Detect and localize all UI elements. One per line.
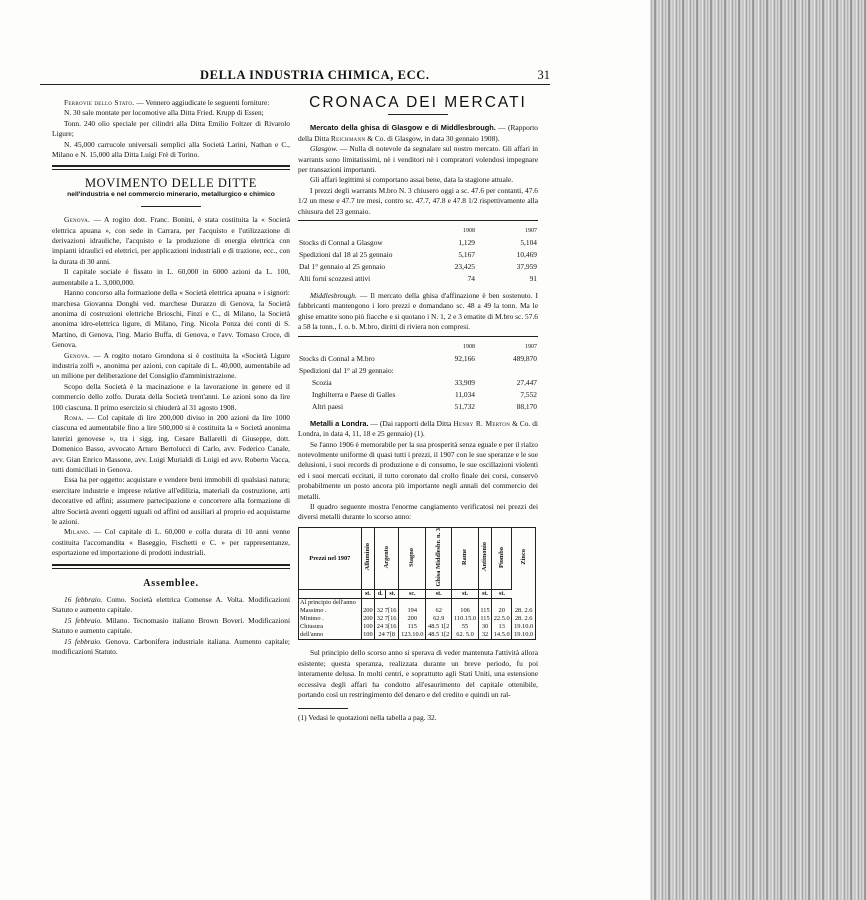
glasgow-text: — Nulla di notevole da segnalare sul nostro mercato. Gli affari in warrants sono limitatissimi, nè i venditori nè i compratori volendosi impegnare per transazioni importanti. bbox=[298, 144, 538, 175]
value-1907: 5,104 bbox=[520, 238, 537, 248]
value-1907: 489,870 bbox=[512, 353, 537, 363]
glasgow-paragraph: I prezzi degli warrants M.bro N. 3 chiusero oggi a sc. 47.6 per contanti, 47.6 1/2 un mese e 47.7 tre mesi, contro sc. 47.7, 47.8 e 47.8 1/2 rispettivamente alla chiusura del 23 gennaio. bbox=[298, 185, 538, 216]
table-row bbox=[298, 249, 538, 261]
title-rule bbox=[388, 114, 448, 115]
metal-header bbox=[452, 527, 479, 590]
unit-cell: st. bbox=[478, 590, 491, 599]
price-cell: 62.9 bbox=[426, 615, 452, 623]
genova-paragraph: Hanno concorso alla formazione della « Società elettrica apuana » i signori: marchesa Giovanna Donghi ved. marchese Durazzo di Genova, la Società anonima di costruzioni elettriche Brioschi, Finzi e C., di Milano, la Società anonima idro-elettrica ligure, di Milano, l'ing. Nicola Ponza dei conti di S. Martino, di Genova, l'ing. Mario Buffa, di Genova, e l'avv. Tomaso Croce, di Genova. bbox=[52, 288, 290, 350]
value-1908: 23,425 bbox=[454, 262, 475, 272]
price-cell: 32 7[16 bbox=[375, 615, 399, 623]
metalli-intro-post: & Co. di Londra, in data 4, 11, 18 e 25 gennaio) (1). bbox=[298, 418, 538, 439]
metalli-heading: Metalli a Londra. bbox=[310, 418, 369, 428]
cronaca-title: CRONACA DEI MERCATI bbox=[309, 94, 527, 111]
roma-text: — Col capitale di lire 200,000 diviso in 200 azioni da lire 1000 ciascuna ed aumentabile fino a lire 500,000 si è costituita la « Società anonima laterizi genovese », tra i sigg. ing. Cesare Ballarelli di Giuseppe, dott. Domenico Basso, avvocato Arturo Bertolucci di Carlo, avv. Federico Canale, avv. Gian Enrico Massone, avv. Luigi Murialdi di Luigi ed avv. Roberto Vacca, tutti domiciliati in Genova. bbox=[52, 412, 290, 474]
ferrovie-label: Ferrovie dello Stato. bbox=[64, 98, 135, 107]
assemblea-item bbox=[52, 637, 290, 658]
right-column bbox=[298, 94, 538, 724]
price-cell: 28. 2.6 bbox=[512, 607, 536, 615]
year-header: 1908 bbox=[463, 228, 475, 235]
row-label: Scozia bbox=[312, 377, 332, 387]
row-label: Dal 1° gennaio al 25 gennaio bbox=[299, 262, 386, 272]
movimento-subtitle: nell'industria e nel commercio minerario, metallurgico e chimico bbox=[67, 190, 275, 198]
ferrovie-text: — Vennero aggiudicate le seguenti forniture: bbox=[134, 98, 270, 107]
assemblea-item bbox=[52, 595, 290, 616]
table-header-row bbox=[298, 341, 538, 353]
row-label: Minimo . bbox=[300, 615, 324, 623]
year-header: 1908 bbox=[463, 343, 475, 350]
metal-names-row bbox=[299, 527, 536, 590]
metal-name: Zinco bbox=[519, 549, 527, 566]
value-1908 bbox=[414, 365, 476, 377]
unit-cell: d. bbox=[375, 590, 386, 599]
metal-header bbox=[399, 527, 426, 590]
table-rule bbox=[298, 220, 538, 221]
metal-header bbox=[478, 527, 491, 590]
ferrovie-item: Tonn. 240 olio speciale per cilindri alla Ditta Emilio Foltzer di Rivarolo Ligure; bbox=[52, 118, 290, 139]
page-number: 31 bbox=[537, 68, 550, 82]
metal-header bbox=[426, 527, 452, 590]
price-cell: 194 bbox=[399, 607, 426, 615]
price-cell: 14.5.0 bbox=[492, 631, 512, 640]
metal-name: Argento bbox=[382, 545, 390, 569]
corner-label: Prezzi nel 1907 bbox=[309, 554, 351, 562]
price-cell: 32 bbox=[478, 631, 491, 640]
price-cell bbox=[512, 599, 536, 608]
ghisa-intro bbox=[298, 123, 538, 144]
row-label: Stocks di Connal a Glasgow bbox=[299, 238, 383, 248]
genova-label: Genova. bbox=[64, 215, 91, 225]
table-row bbox=[299, 615, 536, 623]
glasgow-stats-table bbox=[298, 225, 538, 285]
ghisa-intro-post: & Co. di Glasgow, in data 30 gennaio 1908). bbox=[365, 133, 500, 143]
ferrovie-item: N. 30 sale montate per locomotive alla Ditta Fried. Krupp di Essen; bbox=[64, 108, 264, 118]
footnote-rule bbox=[298, 708, 348, 709]
section-divider bbox=[52, 165, 290, 170]
glasgow-label: Glasgow. bbox=[310, 144, 338, 154]
section-divider bbox=[52, 564, 290, 569]
metal-header bbox=[361, 527, 374, 590]
price-cell bbox=[478, 599, 491, 608]
metal-header bbox=[492, 527, 512, 590]
row-label: Alti forni scozzesi attivi bbox=[299, 274, 371, 284]
milano-label: Milano. bbox=[64, 527, 91, 537]
table-rule bbox=[298, 336, 538, 337]
metalli-paragraph: Se l'anno 1906 è memorabile per la sua prosperità senza eguale e per il rialzo notevolmente uniforme di quasi tutti i prezzi, il 1907 con le sue speranze e le sue delusioni, i suoi records di produzione e di consumo, le sue oscillazioni violenti ed i suoi mercati eccitati, il tutto coronato dal crollo finale dei corsi, conservò probabilmente un posto ancora più importante negli annali del commercio dei metalli. bbox=[298, 439, 538, 501]
value-1907: 37,959 bbox=[516, 262, 537, 272]
closing-paragraph: Sul principio dello scorso anno si sperava di veder mantenuta l'attività allora esistente; questa speranza, realizzata durante un breve periodo, fu poi interamente delusa. In molti centri, e soprattutto agli Stati Uniti, una estensione eccessiva degli affari ha condotto all'esaurimento del capitale ottenibile, portando così un restringimento del denaro e del credito e quindi un ral- bbox=[298, 648, 538, 699]
page-header bbox=[40, 68, 550, 82]
value-1908: 51,732 bbox=[454, 401, 475, 411]
table-row bbox=[299, 623, 536, 631]
assemblea-text: Genova. Carbonifera industriale italiana. Aumento capitale; modificazioni Statuto. bbox=[52, 636, 290, 657]
value-1908: 33,909 bbox=[454, 377, 475, 387]
table-row bbox=[298, 353, 538, 365]
running-title: DELLA INDUSTRIA CHIMICA, ECC. bbox=[200, 68, 430, 82]
metal-name: Rame bbox=[461, 549, 469, 566]
value-1907: 27,447 bbox=[516, 377, 537, 387]
table-row bbox=[298, 401, 538, 413]
row-label: Massimo . bbox=[300, 607, 327, 615]
assemblea-date: 16 febbraio. bbox=[64, 595, 103, 605]
price-cell bbox=[452, 599, 479, 608]
price-cell: 106 bbox=[452, 607, 479, 615]
footnote: (1) Vedasi le quotazioni nella tabella a pag. 32. bbox=[298, 713, 437, 723]
ghisa-intro-firm: Reichmann bbox=[330, 133, 366, 143]
price-cell: 115 bbox=[480, 607, 490, 615]
price-cell: 32 7[16 bbox=[375, 607, 399, 615]
year-header: 1907 bbox=[525, 228, 537, 235]
ferrovie-paragraph bbox=[52, 98, 290, 108]
assemblea-text: Como. Società elettrica Comense A. Volta. Modificazioni Statuto e aumento capitale. bbox=[52, 595, 290, 615]
price-cell: 55 bbox=[452, 623, 479, 631]
price-cell: 24 7[8 bbox=[375, 631, 399, 640]
price-cell: 20 bbox=[492, 607, 512, 615]
assemblea-text: Milano. Tecnomasio italiano Brown Boveri. Modificazioni Statuto e aumento capitale. bbox=[52, 615, 290, 636]
table-row bbox=[299, 599, 536, 608]
unit-cell: st. bbox=[361, 590, 374, 599]
price-cell: 115 bbox=[480, 615, 490, 623]
scan-margin-texture bbox=[650, 0, 866, 900]
middlesbrough-text: — Il mercato della ghisa d'affinazione è ben sostenuto. I fabbricanti mantengono i loro prezzi e domandano sc. 48 a 49 la tonn. Ma le ghise ematite sono più fiacche e si quotano i N. 1, 2 e 3 ematite di M.bro sc. 57.6 a 58 la tonn., f. o. b. M.bro, diritti di riviera non compresi. bbox=[298, 291, 538, 332]
header-rule bbox=[40, 84, 550, 85]
row-label: Al principio dell'anno bbox=[300, 599, 356, 607]
title-rule bbox=[141, 206, 201, 207]
year-header: 1907 bbox=[525, 343, 537, 350]
table-header-row bbox=[298, 225, 538, 237]
table-row bbox=[298, 389, 538, 401]
value-1908: 11,034 bbox=[454, 389, 475, 399]
assemblee-title: Assemblee. bbox=[143, 577, 199, 589]
row-label: Stocks di Connal a M.bro bbox=[299, 353, 375, 363]
metal-header bbox=[375, 527, 399, 590]
value-1907: 7,552 bbox=[520, 389, 537, 399]
unit-cell: st. bbox=[492, 590, 512, 599]
glasgow-paragraph: Gli affari legittimi si comportano assai bene, data la stagione attuale. bbox=[310, 175, 514, 185]
price-cell bbox=[375, 599, 399, 608]
movimento-title: MOVIMENTO DELLE DITTE bbox=[84, 176, 258, 191]
genova-text: — A rogito dott. Franc. Bonini, è stata costituita la « Società elettrica apuana », con sede in Carrara, per l'acquisto e l'utilizzazione di derivazioni idrauliche, l'acquisto e la produzione di energia elettrica con impianti idraulici ed elettrici, per applicazioni industriali e di trazione, ecc., con la durata di 30 anni. bbox=[52, 215, 290, 266]
assemblea-item bbox=[52, 616, 290, 637]
prices-body bbox=[299, 599, 536, 640]
assemblea-date: 15 febbraio. bbox=[64, 615, 103, 625]
table-row bbox=[298, 237, 538, 249]
price-cell bbox=[426, 599, 452, 608]
metal-name: Ghisa Middlesbr. n. 3 bbox=[434, 527, 442, 587]
row-label: Altri paesi bbox=[312, 401, 343, 411]
price-cell: 22.5.0 bbox=[492, 615, 512, 623]
price-cell: 30 bbox=[478, 623, 491, 631]
row-label: Spedizioni dal 18 al 25 gennaio bbox=[299, 250, 393, 260]
price-cell: 24 3[16 bbox=[375, 623, 399, 631]
genova-paragraph: Il capitale sociale è fissato in L. 60,000 in 6000 azioni da L. 100, aumentabile a L. 3,000,000. bbox=[52, 267, 290, 287]
genova-paragraph bbox=[52, 215, 290, 267]
row-label: dell'anno bbox=[300, 631, 324, 639]
price-cell: 110.15.0 bbox=[452, 615, 479, 623]
metalli-intro-firm: Henry R. Merton bbox=[453, 418, 511, 428]
price-cell: 62. 5.0 bbox=[452, 631, 479, 640]
price-cell: 123.10.0 bbox=[399, 631, 426, 640]
metalli-intro-pre: — (Dai rapporti della Ditta bbox=[368, 418, 454, 428]
metalli-paragraph: Il quadro seguente mostra l'enorme cangiamento verificatosi nei prezzi dei diversi metalli durante lo scorso anno: bbox=[298, 501, 538, 522]
metal-name: Alluminio bbox=[363, 543, 371, 571]
roma-paragraph bbox=[52, 413, 290, 475]
price-cell: 100 bbox=[363, 623, 373, 631]
metal-name: Antimonio bbox=[481, 542, 489, 572]
price-cell: 48.5 1[2 bbox=[426, 623, 452, 631]
price-cell bbox=[361, 599, 374, 608]
row-label: Chiusura bbox=[300, 623, 324, 631]
middlesbrough-paragraph bbox=[298, 291, 538, 333]
genova-text: — A rogito notaro Grondona si è costituita la «Società Ligure industria zolfi », anonima per azioni, con capitale di L. 40,000, aumentabile ad un milione per deliberazione del Consiglio d'amministrazione. bbox=[52, 350, 290, 381]
value-1907: 10,469 bbox=[516, 250, 537, 260]
price-cell bbox=[492, 599, 512, 608]
genova-label: Genova. bbox=[64, 350, 91, 360]
metal-name: Piombo bbox=[497, 546, 505, 568]
ghisa-heading: Mercato della ghisa di Glasgow e di Middlesbrough. bbox=[310, 123, 496, 133]
row-label: Inghilterra e Paese di Galles bbox=[312, 389, 396, 399]
genova-zolfi-paragraph bbox=[52, 351, 290, 382]
roma-paragraph: Essa ha per oggetto: acquistare e vendere beni immobili di qualsiasi natura; esercitare industrie e imprese relative all'edilizia, materiali da costruzione, arti decorative ed affini; assumere partecipazione e concorrere alla formazione di altre Società aventi oggetti uguali od affini od ausiliari al proprio ed acquistarne le azioni. bbox=[52, 475, 290, 527]
milano-text: — Col capitale di L. 60,000 e colla durata di 10 anni venne costituita l'accomandita « Baseggio, Fischetti e C. » per rappresentanze, esportazione ed importazione di prodotti industriali. bbox=[52, 527, 290, 558]
table-row bbox=[299, 607, 536, 615]
unit-cell: st. bbox=[386, 590, 399, 599]
roma-label: Roma. bbox=[64, 412, 84, 422]
unit-cell: st. bbox=[452, 590, 479, 599]
unit-cell bbox=[299, 590, 362, 599]
price-cell: 115 bbox=[399, 623, 426, 631]
unit-cell: st. bbox=[426, 590, 452, 599]
price-cell: 28. 2.6 bbox=[512, 615, 536, 623]
row-label: Spedizioni dal 1° al 29 gennaio: bbox=[299, 365, 394, 375]
value-1907 bbox=[476, 365, 538, 377]
price-cell: 200 bbox=[363, 615, 373, 623]
price-cell: 200 bbox=[363, 607, 373, 615]
value-1908: 1,129 bbox=[458, 238, 475, 248]
middlesbrough-stats-table bbox=[298, 341, 538, 413]
metalli-intro bbox=[298, 419, 538, 440]
value-1908: 74 bbox=[467, 274, 475, 284]
value-1908: 5,167 bbox=[458, 250, 475, 260]
table-row bbox=[298, 377, 538, 389]
table-row bbox=[299, 631, 536, 640]
metal-name: Stagno bbox=[408, 547, 416, 567]
units-row bbox=[299, 590, 536, 599]
metal-prices-table bbox=[298, 527, 536, 641]
value-1907: 91 bbox=[529, 274, 537, 284]
glasgow-paragraph bbox=[298, 144, 538, 175]
ghisa-intro-pre: — (Rapporto della Ditta bbox=[298, 123, 538, 143]
table-row bbox=[298, 273, 538, 285]
price-cell: 13 bbox=[492, 623, 512, 631]
price-cell: 19.10.0 bbox=[512, 623, 536, 631]
price-cell: 200 bbox=[399, 615, 426, 623]
price-cell bbox=[399, 599, 426, 608]
ferrovie-item: N. 45,000 carrucole universali semplici alla Società Larini, Nathan e C., Milano e N. 15,000 alla Ditta Luigi Frè di Torino. bbox=[52, 139, 290, 160]
unit-cell: sc. bbox=[399, 590, 426, 599]
table-row bbox=[298, 365, 538, 377]
metal-header bbox=[512, 527, 536, 590]
left-column bbox=[52, 98, 290, 658]
price-cell: 62 bbox=[426, 607, 452, 615]
value-1908: 92,166 bbox=[454, 353, 475, 363]
middlesbrough-label: Middlesbrough. bbox=[310, 291, 357, 301]
assemblea-date: 15 febbraio. bbox=[64, 636, 102, 646]
price-cell: 48.5 1[2 bbox=[426, 631, 452, 640]
price-cell: 100 bbox=[363, 631, 373, 639]
milano-paragraph bbox=[52, 527, 290, 558]
value-1907: 88,170 bbox=[516, 401, 537, 411]
table-row bbox=[298, 261, 538, 273]
price-cell: 19.10.0 bbox=[512, 631, 536, 640]
genova-zolfi-paragraph: Scopo della Società è la macinazione e la lavorazione in genere ed il commercio dello zolfo. Durata della Società trent'anni. Le azioni sono da lire 100 ciascuna. Il primo esercizio si chiuderà al 31 agosto 1908. bbox=[52, 381, 290, 412]
